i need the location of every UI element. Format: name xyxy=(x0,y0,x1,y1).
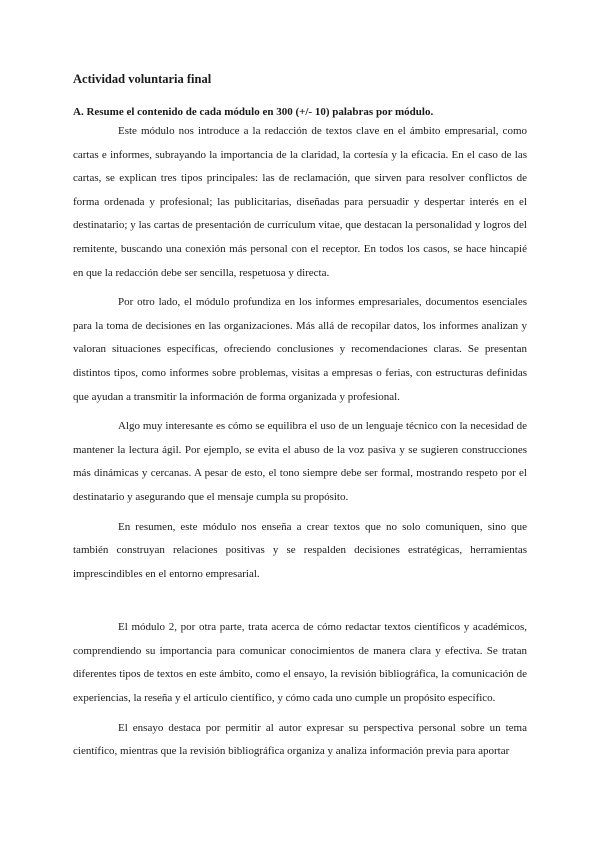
section-heading: A. Resume el contenido de cada módulo en 300 (+/- 10) palabras por módulo. xyxy=(73,106,434,118)
document-content xyxy=(73,72,527,764)
paragraph: El ensayo destaca por permitir al autor expresar su perspectiva personal sobre un tema científico, mientras que la revisión bibliográfica organiza y analiza información previa para aportar xyxy=(73,721,527,758)
paragraph: Por otro lado, el módulo profundiza en los informes empresariales, documentos esenciales para la toma de decisiones en las organizaciones. Más allá de recopilar datos, los informes analizan y valoran situaciones específicas, ofreciendo conclusiones y recomendaciones claras. Se presentan distintos tipos, como informes sobre problemas, visitas a empresas o ferias, con estructuras definidas que ayudan a transmitir la información de forma organizada y profesional. xyxy=(73,296,527,403)
paragraph: En resumen, este módulo nos enseña a crear textos que no solo comuniquen, sino que también construyan relaciones positivas y se respalden decisiones estratégicas, herramientas imprescindibles en el entorno empresarial. xyxy=(73,520,527,580)
document-title: Actividad voluntaria final xyxy=(73,72,212,86)
paragraph: Algo muy interesante es cómo se equilibra el uso de un lenguaje técnico con la necesidad de mantener la lectura ágil. Por ejemplo, se evita el abuso de la voz pasiva y se sugieren construcciones más dinámicas y cercanas. A pesar de esto, el tono siempre debe ser formal, mostrando respeto por el destinatario y asegurando que el mensaje cumpla su propósito. xyxy=(73,420,527,503)
paragraph: Este módulo nos introduce a la redacción de textos clave en el ámbito empresarial, como cartas e informes, subrayando la importancia de la claridad, la cortesía y la eficacia. En el caso de las cartas, se explican tres tipos principales: las de reclamación, que sirven para resolver conflictos de forma ordenada y profesional; las publicitarias, diseñadas para persuadir y despertar interés en el destinatario; y las cartas de presentación de currículum vitae, que destacan la personalidad y logros del remitente, buscando una conexión más personal con el receptor. En todos los casos, se hace hincapié en que la redacción debe ser sencilla, respetuosa y directa. xyxy=(73,125,527,279)
paragraph: El módulo 2, por otra parte, trata acerca de cómo redactar textos científicos y académicos, comprendiendo su importancia para comunicar conocimientos de manera clara y efectiva. Se tratan diferentes tipos de textos en este ámbito, como el ensayo, la revisión bibliográfica, la comunicación de experiencias, la reseña y el artículo científico, y cómo cada uno cumple un propósito específico. xyxy=(73,621,527,705)
